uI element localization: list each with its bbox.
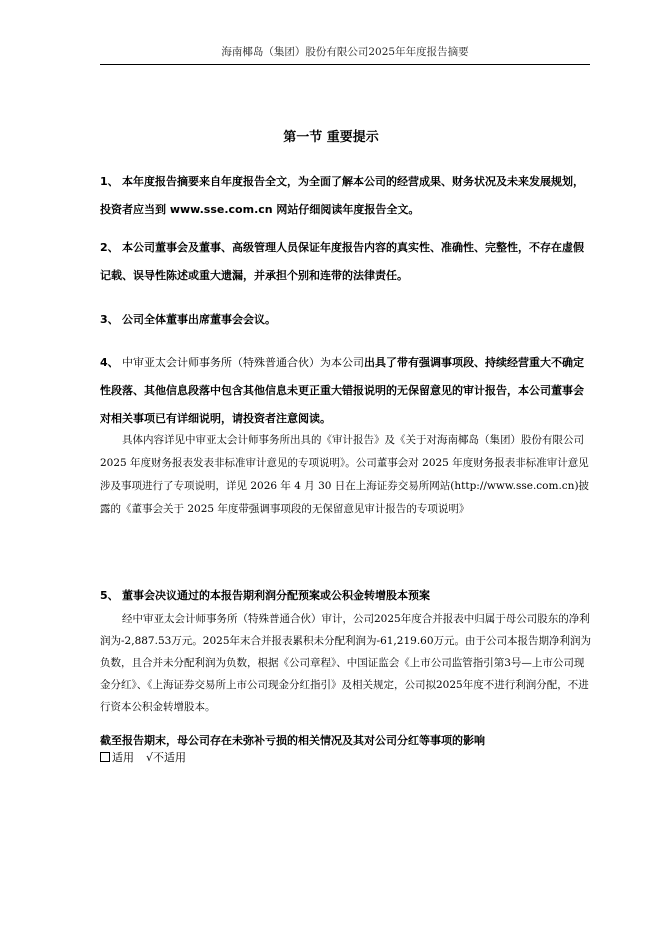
notice-item-5-detail: 经中审亚太会计师事务所（特殊普通合伙）审计，公司2025年度合并报表中归属于母公司股东的净利润为-2,887.53万元。2025年末合并报表累积未分配利润为-61,219.60万元。由于公司本报告期净利润为负数，且合并未分配利润为负数，根据《公司章程》、中国证监会《上市公司监管指引第3号—上市公司现金分红》、《上海证券交易所上市公司现金分红指引》及相关规定，公司拟2025年度不进行利润分配，不进行资本公积金转增股本。 [100, 613, 592, 713]
item-bold-text: 出具了带有强调事项段、持续经营重大不确定性段落、其他信息段落中包含其他信息未更正重大错报说明的无保留意见的审计报告，本公司董事会对相关事项已有详细说明，请投资者注意阅读。 [100, 356, 584, 425]
item-text: 公司全体董事出席董事会会议。 [122, 313, 276, 326]
item-number: 2、 [100, 241, 119, 254]
applicability-options [100, 749, 186, 767]
section-title: 第一节 重要提示 [283, 130, 379, 145]
notice-item-2 [100, 234, 592, 290]
item-number: 1、 [100, 175, 119, 188]
unchecked-box-icon [100, 752, 110, 762]
item-text: 董事会决议通过的本报告期利润分配预案或公积金转增股本预案 [122, 589, 430, 602]
item-text: 本公司董事会及董事、高级管理人员保证年度报告内容的真实性、准确性、完整性，不存在虚假记载、误导性陈述或重大遗漏，并承担个别和连带的法律责任。 [100, 241, 584, 282]
item-number: 5、 [100, 589, 119, 602]
notice-item-1 [100, 168, 592, 224]
notice-item-4 [100, 349, 592, 433]
checkmark-icon: √ [146, 751, 154, 764]
notice-item-4-detail: 具体内容详见中审亚太会计师事务所出具的《审计报告》及《关于对海南椰岛（集团）股份有限公司 2025 年度财务报表发表非标准审计意见的专项说明》。公司董事会对 2025 年度财务报表非标准审计意见涉及事项进行了专项说明，详见 2026 年 4 月 30 日在上海证券交易所网站(http://www.sse.com.cn)披露的《董事会关于 2025 年度带强调事项段的无保留意见审计报告的专项说明》 [100, 434, 590, 515]
item-lead-text: 中审亚太会计师事务所（特殊普通合伙）为本公司 [122, 356, 364, 369]
deficit-title: 截至报告期末，母公司存在未弥补亏损的相关情况及其对公司分红等事项的影响 [100, 734, 485, 747]
page-header: 海南椰岛（集团）股份有限公司2025年年度报告摘要 [100, 44, 590, 65]
item-number: 3、 [100, 313, 119, 326]
option-not-applicable: 不适用 [153, 751, 187, 764]
item-number: 4、 [100, 356, 119, 369]
notice-item-5 [100, 585, 592, 607]
notice-item-3 [100, 306, 592, 334]
option-applicable: 适用 [112, 751, 134, 764]
item-text: 本年度报告摘要来自年度报告全文，为全面了解本公司的经营成果、财务状况及未来发展规划，投资者应当到 www.sse.com.cn 网站仔细阅读年度报告全文。 [100, 175, 584, 216]
